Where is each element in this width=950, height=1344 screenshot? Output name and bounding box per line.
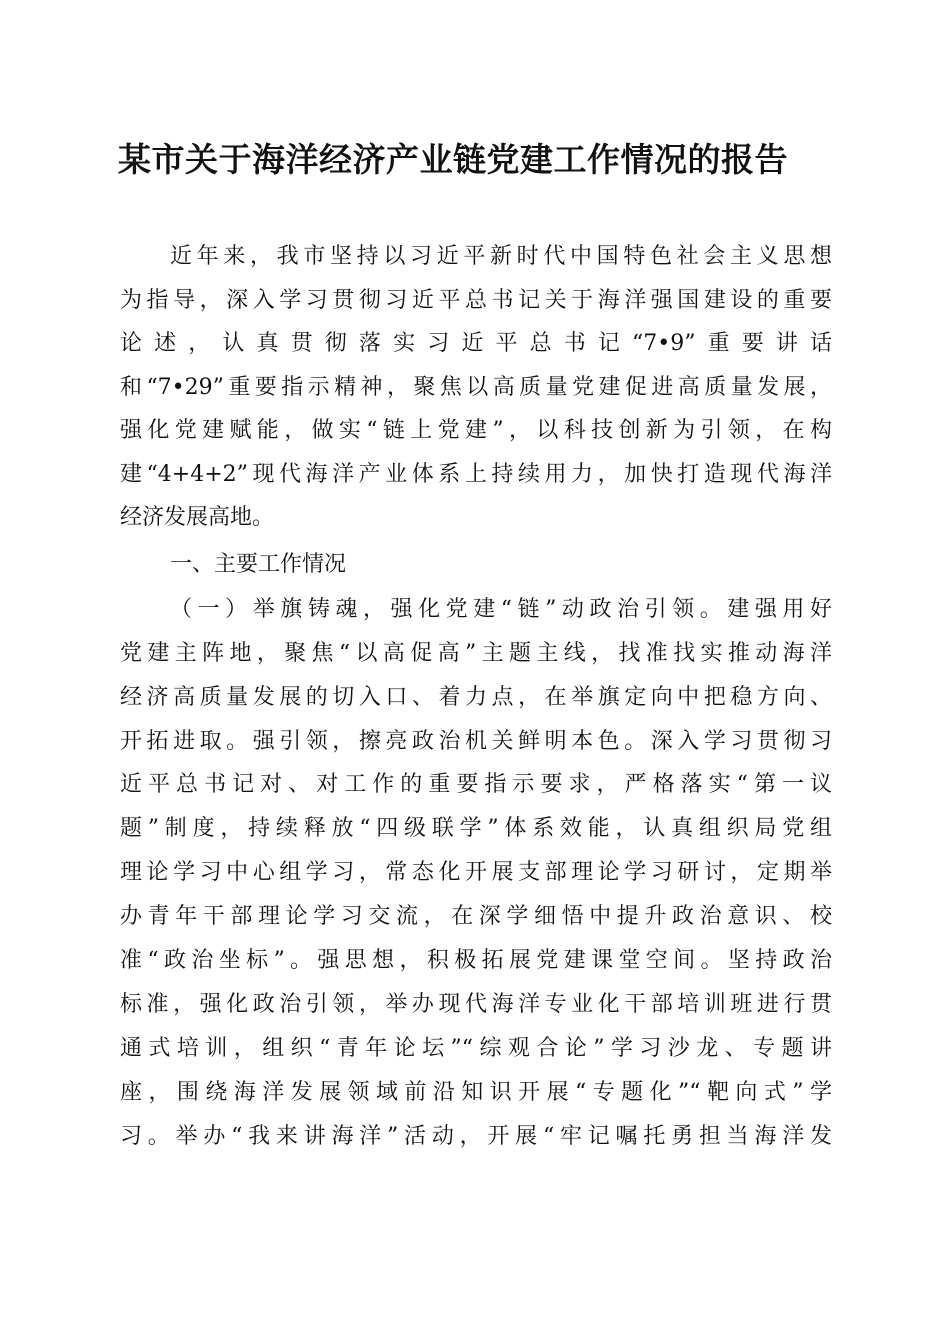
section-line: 通式培训，组织“青年论坛”“综观合论”学习沙龙、专题讲 (120, 1036, 832, 1061)
section-line: （一）举旗铸魂，强化党建“链”动政治引领。建强用好 (170, 597, 832, 622)
section-line: 理论学习中心组学习，常态化开展支部理论学习研讨，定期举 (120, 860, 832, 885)
intro-line: 建“4+4+2”现代海洋产业体系上持续用力，加快打造现代海洋 (120, 462, 832, 487)
document-title: 某市关于海洋经济产业链党建工作情况的报告 (118, 140, 788, 179)
section-line: 准“政治坐标”。强思想，积极拓展党建课堂空间。坚持政治 (120, 948, 832, 973)
section-line: 标准，强化政治引领，举办现代海洋专业化干部培训班进行贯 (120, 992, 832, 1017)
intro-line: 强化党建赋能，做实“链上党建”，以科技创新为引领，在构 (120, 418, 832, 443)
section-line: 近平总书记对、对工作的重要指示要求，严格落实“第一议 (120, 772, 832, 797)
section-line: 党建主阵地，聚焦“以高促高”主题主线，找准找实推动海洋 (120, 641, 832, 666)
section-line: 开拓进取。强引领，擦亮政治机关鲜明本色。深入学习贯彻习 (120, 729, 832, 754)
section-line: 题”制度，持续释放“四级联学”体系效能，认真组织局党组 (120, 816, 832, 841)
intro-line: 近年来，我市坚持以习近平新时代中国特色社会主义思想 (170, 244, 832, 269)
intro-line: 为指导，深入学习贯彻习近平总书记关于海洋强国建设的重要 (120, 288, 832, 313)
section-line: 习。举办“我来讲海洋”活动，开展“牢记嘱托勇担当海洋发 (120, 1124, 832, 1149)
section-line: 经济高质量发展的切入口、着力点，在举旗定向中把稳方向、 (120, 685, 832, 710)
section-heading: 一、主要工作情况 (170, 552, 347, 577)
section-line: 办青年干部理论学习交流，在深学细悟中提升政治意识、校 (120, 904, 832, 929)
intro-line: 论述，认真贯彻落实习近平总书记“7•9”重要讲话 (120, 331, 832, 356)
intro-line: 和“7•29”重要指示精神，聚焦以高质量党建促进高质量发展， (120, 375, 832, 400)
intro-line: 经济发展高地。 (120, 505, 275, 530)
section-line: 座，围绕海洋发展领域前沿知识开展“专题化”“靶向式”学 (120, 1080, 832, 1105)
